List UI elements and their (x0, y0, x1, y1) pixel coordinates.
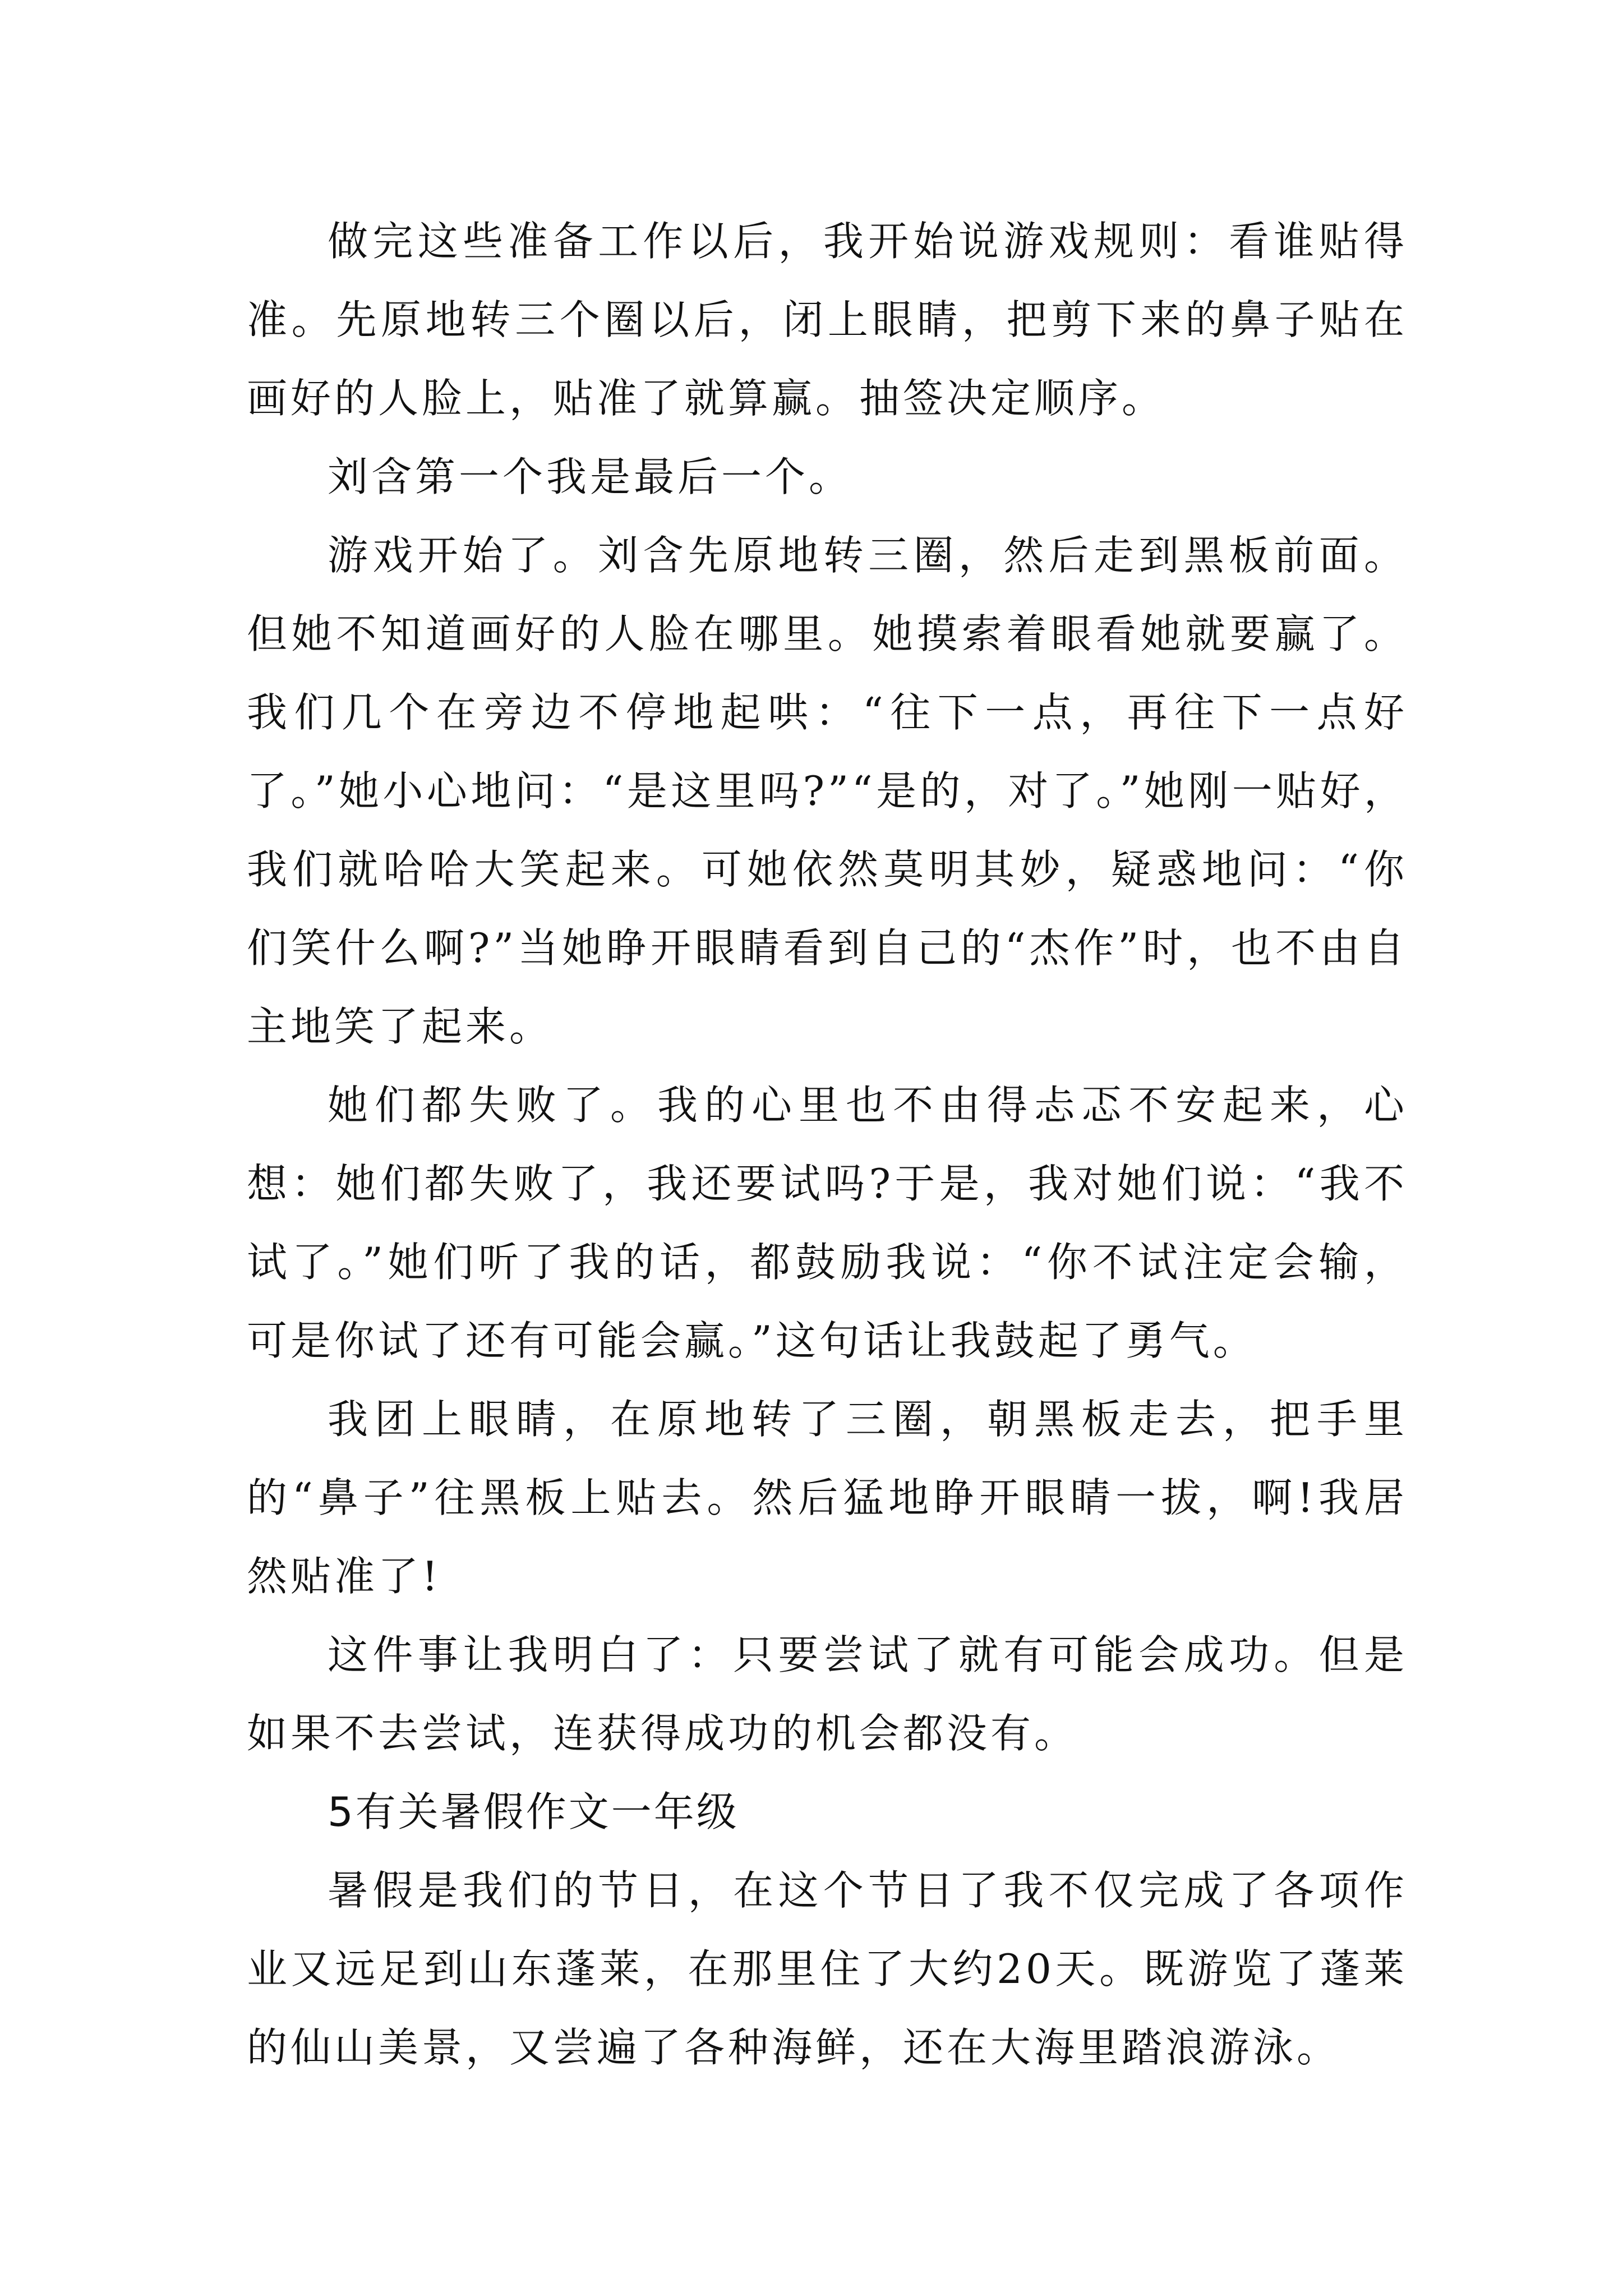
paragraph-order: 刘含第一个我是最后一个。 (328, 453, 853, 500)
paragraph-success: 我团上眼睛，在原地转了三圈，朝黑板走去，把手里的“鼻子”往黑板上贴去。然后猛地睁开眼睛一拔，啊!我居然贴准了! (247, 1396, 1408, 1600)
document-body (247, 202, 1408, 2087)
paragraph-lesson: 这件事让我明白了：只要尝试了就有可能会成功。但是如果不去尝试，连获得成功的机会都没有。 (247, 1631, 1408, 1757)
paragraph-failure: 她们都失败了。我的心里也不由得忐忑不安起来，心想：她们都失败了，我还要试吗?于是，我对她们说：“我不试了。”她们听了我的话，都鼓励我说：“你不试注定会输，可是你试了还有可能会赢。”这句话让我鼓起了勇气。 (247, 1082, 1408, 1364)
paragraph-rules: 做完这些准备工作以后，我开始说游戏规则：看谁贴得准。先原地转三个圈以后，闭上眼睛，把剪下来的鼻子贴在画好的人脸上，贴准了就算赢。抽签决定顺序。 (247, 218, 1408, 422)
section-heading: 5有关暑假作文一年级 (328, 1788, 739, 1835)
paragraph-summer: 暑假是我们的节日，在这个节日了我不仅完成了各项作业又远足到山东蓬莱，在那里住了大约20天。既游览了蓬莱的仙山美景，又尝遍了各种海鲜，还在大海里踏浪游泳。 (247, 1867, 1408, 2071)
paragraph-game-start: 游戏开始了。刘含先原地转三圈，然后走到黑板前面。但她不知道画好的人脸在哪里。她摸索着眼看她就要赢了。我们几个在旁边不停地起哄：“往下一点，再往下一点好了。”她小心地问：“是这里吗?”“是的，对了。”她刚一贴好，我们就哈哈大笑起来。可她依然莫明其妙，疑惑地问：“你们笑什么啊?”当她睁开眼睛看到自己的“杰作”时，也不由自主地笑了起来。 (247, 532, 1408, 1050)
